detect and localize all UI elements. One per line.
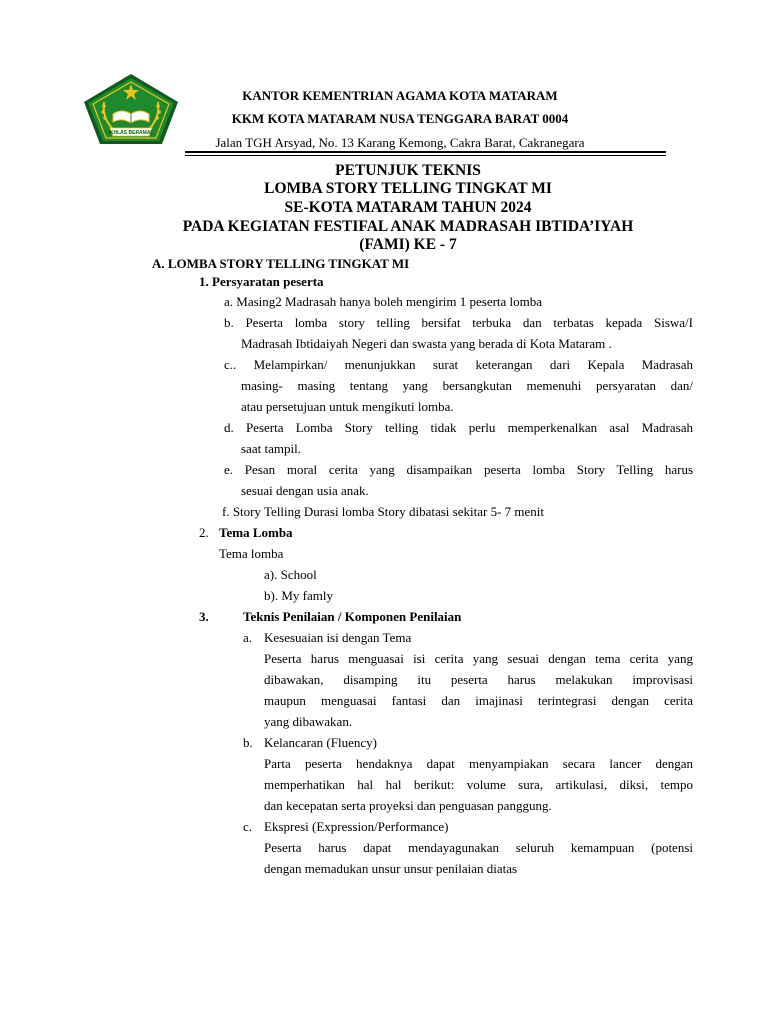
s1-item-c-line-3: atau persetujuan untuk mengikuti lomba.	[241, 399, 454, 414]
s2-number: 2.	[199, 525, 209, 540]
s3-heading: Teknis Penilaian / Komponen Penilaian	[243, 609, 462, 624]
s1-item-e-line-1: e. Pesan moral cerita yang disampaikan peserta lomba Story Telling harus	[224, 462, 693, 477]
letterhead-address: Jalan TGH Arsyad, No. 13 Karang Kemong, Cakra Barat, Cakranegara	[215, 135, 585, 150]
s3-c-para-line-1: Peserta harus dapat mendayagunakan seluruh kemampuan (potensi	[264, 840, 693, 855]
doc-title-line-4: PADA KEGIATAN FESTIFAL ANAK MADRASAH IBTIDA’IYAH	[182, 218, 634, 235]
svg-text:IKHLAS BERAMAL: IKHLAS BERAMAL	[108, 130, 154, 136]
s1-item-b-line-2: Madrasah Ibtidaiyah Negeri dan swasta yang berada di Kota Mataram .	[241, 336, 612, 351]
letterhead-line-2: KKM KOTA MATARAM NUSA TENGGARA BARAT 0004	[231, 111, 569, 126]
s3-number: 3.	[199, 609, 209, 624]
s1-item-d-line-1: d. Peserta Lomba Story telling tidak perlu memperkenalkan asal Madrasah	[224, 420, 693, 435]
doc-title-line-1: PETUNJUK TEKNIS	[335, 162, 481, 179]
s3-c-para-line-2: dengan memadukan unsur unsur penilaian diatas	[264, 861, 518, 876]
s2-heading: Tema Lomba	[219, 525, 293, 540]
s1-item-f: f. Story Telling Durasi lomba Story dibatasi sekitar 5- 7 menit	[222, 504, 544, 519]
s1-item-a: a. Masing2 Madrasah hanya boleh mengirim 1 peserta lomba	[224, 294, 543, 309]
s1-item-c-line-2: masing- masing tentang yang bersangkutan memenuhi persyaratan dan/	[241, 378, 693, 393]
doc-title-line-3: SE-KOTA MATARAM TAHUN 2024	[284, 199, 532, 216]
s3-b-para-line-1: Parta peserta hendaknya dapat menyampiakan secara lancer dengan	[264, 756, 693, 771]
doc-title-line-5: (FAMI) KE - 7	[359, 236, 457, 253]
s1-item-c-line-1: c.. Melampirkan/ menunjukkan surat keterangan dari Kepala Madrasah	[224, 357, 693, 372]
s2-intro: Tema lomba	[219, 546, 284, 561]
s3-b-para-line-3: dan kecepatan serta proyeksi dan penguasan panggung.	[264, 798, 552, 813]
s3-a-para-line-1: Peserta harus menguasai isi cerita yang sesuai dengan tema cerita yang	[264, 651, 693, 666]
doc-title-line-2: LOMBA STORY TELLING TINGKAT MI	[264, 180, 552, 197]
s3-c-title: Ekspresi (Expression/Performance)	[264, 819, 449, 834]
s2-item-b: b). My famly	[264, 588, 333, 603]
letterhead-rule-thin	[185, 155, 666, 156]
s3-b-label: b.	[243, 735, 253, 750]
s3-a-para-line-4: yang dibawakan.	[264, 714, 353, 729]
letterhead-rule-thick	[185, 151, 666, 153]
s1-heading: 1. Persyaratan peserta	[199, 274, 324, 289]
s3-a-title: Kesesuaian isi dengan Tema	[264, 630, 412, 645]
s1-item-e-line-2: sesuai dengan usia anak.	[241, 483, 369, 498]
s3-b-title: Kelancaran (Fluency)	[264, 735, 377, 750]
s3-a-para-line-2: dibawakan, disamping itu peserta harus melakukan improvisasi	[264, 672, 693, 687]
section-a-heading: A. LOMBA STORY TELLING TINGKAT MI	[152, 256, 410, 271]
letterhead-line-1: KANTOR KEMENTRIAN AGAMA KOTA MATARAM	[242, 88, 558, 103]
s1-item-d-line-2: saat tampil.	[241, 441, 301, 456]
s3-c-label: c.	[243, 819, 253, 834]
s2-item-a: a). School	[264, 567, 317, 582]
s3-b-para-line-2: memperhatikan hal hal berikut: volume sura, artikulasi, diksi, tempo	[264, 777, 693, 792]
s3-a-label: a.	[243, 630, 253, 645]
s3-a-para-line-3: maupun menguasai fantasi dan imajinasi terintegrasi dengan cerita	[264, 693, 693, 708]
s1-item-b-line-1: b. Peserta lomba story telling bersifat terbuka dan terbatas kepada Siswa/I	[224, 315, 693, 330]
